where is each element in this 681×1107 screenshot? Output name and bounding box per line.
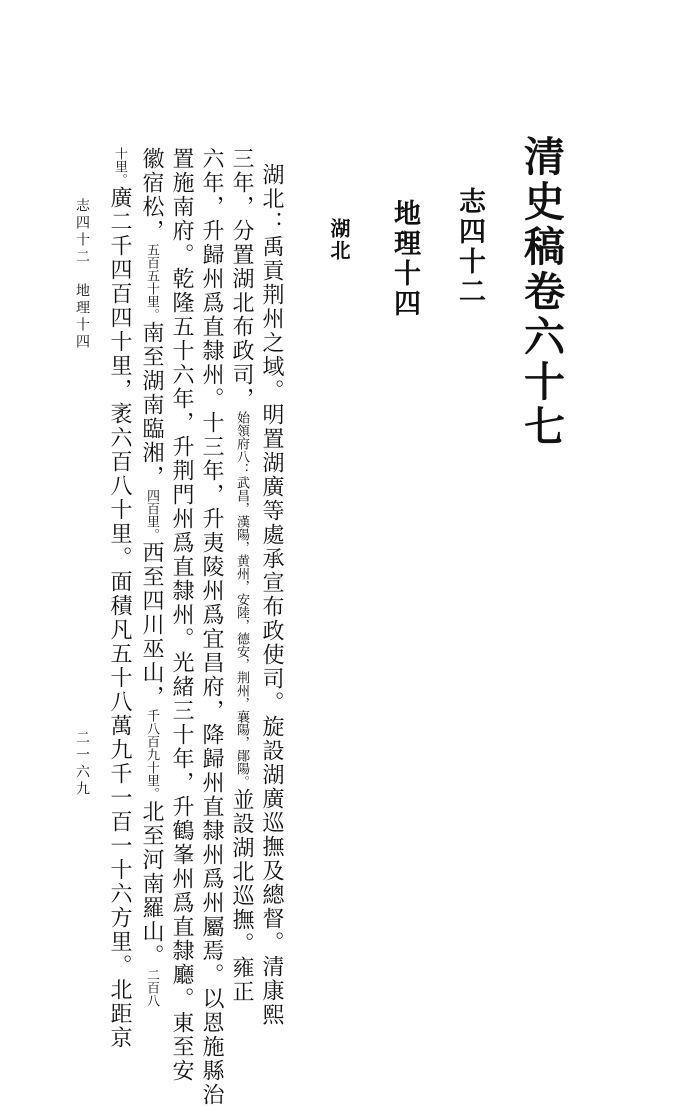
body-column-5 xyxy=(139,147,164,1007)
section-heading: 志四十二 xyxy=(454,187,485,307)
subsection-heading: 地理十四 xyxy=(389,199,420,319)
chapter-title: 清史稿卷六十七 xyxy=(517,135,565,450)
body-text: 六年，升歸州爲直隸州。十三年，升夷陵州爲宜昌府，降歸州直隸州爲州屬焉。以恩施縣治 xyxy=(199,147,224,1107)
body-text: 湖北：禹貢荆州之域。明置湖廣等處承宣布政使司。旋設湖廣巡撫及總督。清康熙 xyxy=(259,163,284,1027)
annotation-note: 二百八 xyxy=(144,968,159,1007)
margin-label: 志四十二 地理十四 xyxy=(74,198,90,351)
annotation-note: 千八百九十里。 xyxy=(144,709,159,800)
annotation-note: 四百里。 xyxy=(144,489,159,541)
body-text: 三年，分置湖北布政司， xyxy=(229,147,254,411)
region-heading: 湖北 xyxy=(327,218,351,262)
body-text: 北至河南羅山。 xyxy=(139,800,164,968)
body-text: 置施南府。乾隆五十六年，升荆門州爲直隸州。光緒三十年，升鶴峯州爲直隸廳。東至安 xyxy=(169,147,194,1083)
annotation-note: 始領府八：武昌，漢陽，黄州，安陸，德安，荆州，襄陽，鄖陽。 xyxy=(234,411,249,788)
body-column-2 xyxy=(229,147,254,1004)
body-text: 南至湖南臨湘， xyxy=(139,321,164,489)
body-column-1 xyxy=(259,163,284,1027)
annotation-note: 十里。 xyxy=(112,147,127,186)
body-text: 並設湖北巡撫。雍正 xyxy=(229,788,254,1004)
annotation-note: 五百五十里。 xyxy=(144,243,159,321)
body-text: 西至四川巫山， xyxy=(139,541,164,709)
body-text: 廣二千四百四十里，袤六百八十里。面積凡五十八萬九千一百一十六方里。北距京 xyxy=(107,186,132,1050)
body-column-6 xyxy=(107,147,132,1050)
page-number: 二一六九 xyxy=(74,730,90,798)
body-column-3 xyxy=(199,147,224,1107)
body-column-4 xyxy=(169,147,194,1083)
body-text: 徽宿松， xyxy=(139,147,164,243)
